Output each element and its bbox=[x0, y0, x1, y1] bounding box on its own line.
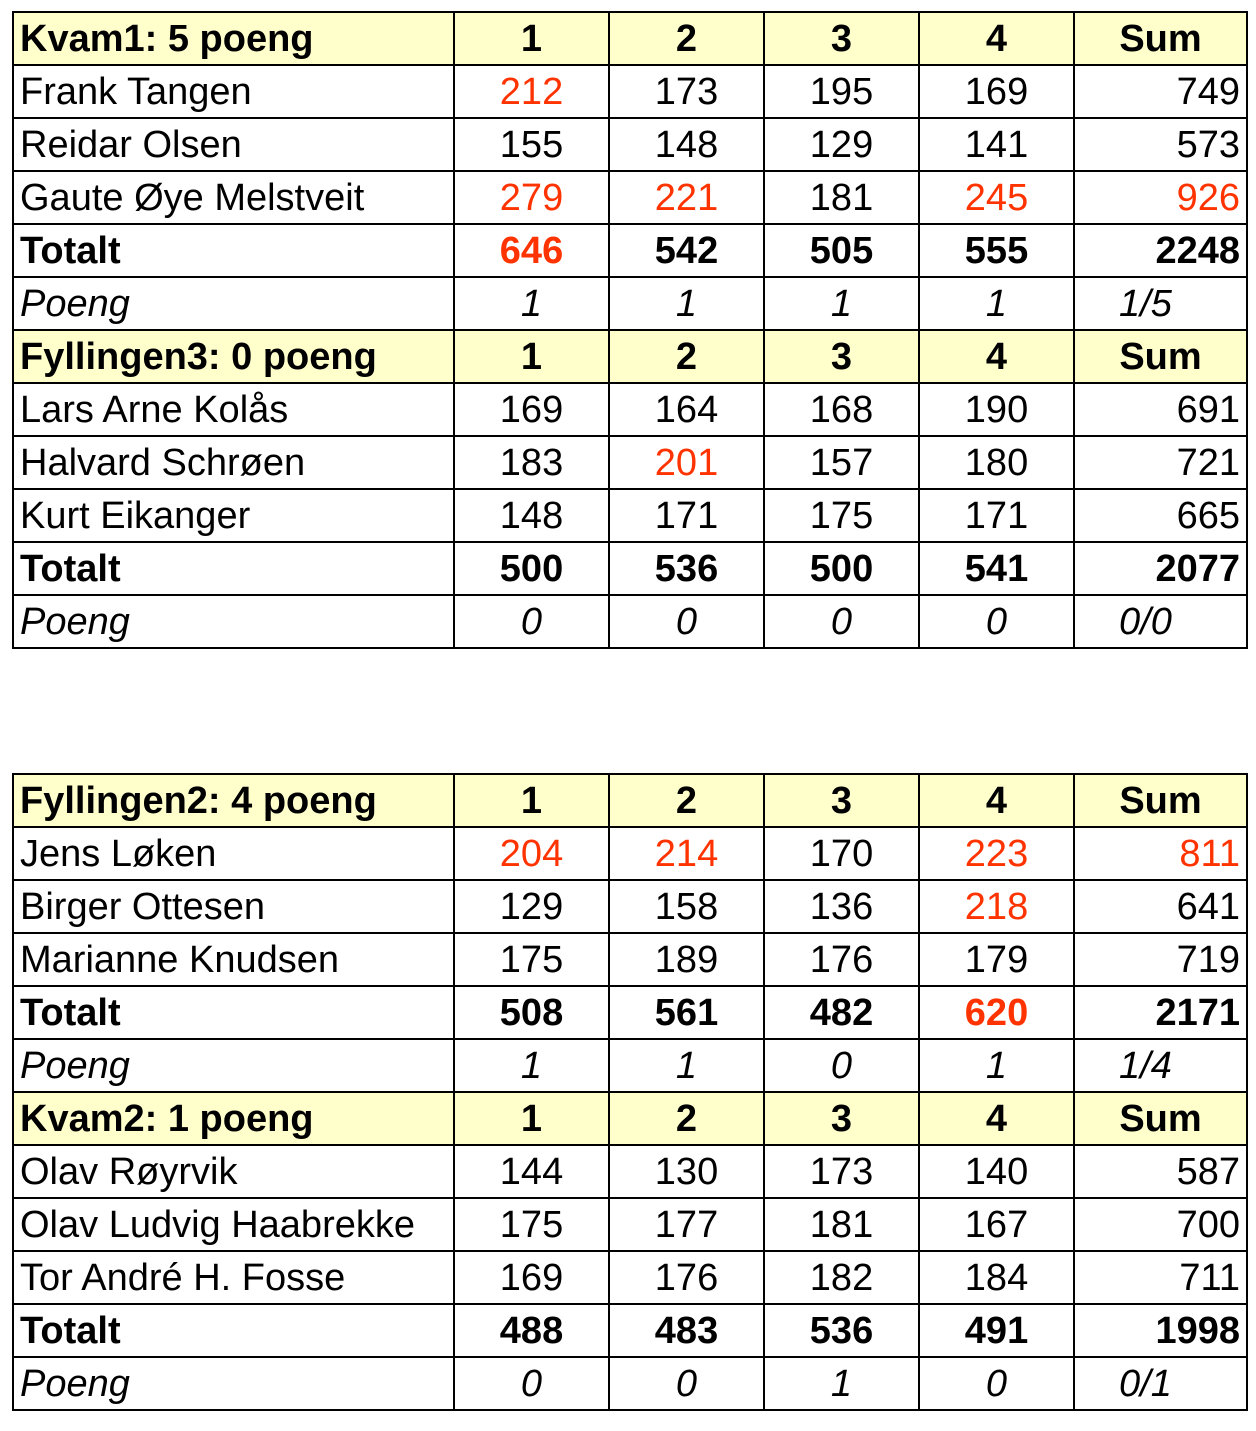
round-1-cell: 148 bbox=[454, 489, 609, 542]
round-4-cell: 1 bbox=[919, 1039, 1074, 1092]
match-table bbox=[12, 11, 1248, 649]
player-row bbox=[13, 383, 1247, 436]
player-row-label: Olav Røyrvik bbox=[13, 1145, 454, 1198]
round-4-cell: 620 bbox=[919, 986, 1074, 1039]
poeng-row-label: Poeng bbox=[13, 1357, 454, 1410]
round-4-cell: 4 bbox=[919, 12, 1074, 65]
team-header-row-label: Fyllingen3: 0 poeng bbox=[13, 330, 454, 383]
round-3-cell: 175 bbox=[764, 489, 919, 542]
round-1-cell: 1 bbox=[454, 330, 609, 383]
round-4-cell: 541 bbox=[919, 542, 1074, 595]
round-3-cell: 181 bbox=[764, 1198, 919, 1251]
round-1-cell: 279 bbox=[454, 171, 609, 224]
sum-cell: 641 bbox=[1074, 880, 1247, 933]
round-3-cell: 3 bbox=[764, 12, 919, 65]
round-3-cell: 129 bbox=[764, 118, 919, 171]
player-row-label: Lars Arne Kolås bbox=[13, 383, 454, 436]
round-3-cell: 3 bbox=[764, 1092, 919, 1145]
round-3-cell: 195 bbox=[764, 65, 919, 118]
sum-cell: 0/0 bbox=[1074, 595, 1247, 648]
round-4-cell: 171 bbox=[919, 489, 1074, 542]
player-row bbox=[13, 436, 1247, 489]
round-2-cell: 214 bbox=[609, 827, 764, 880]
round-2-cell: 176 bbox=[609, 1251, 764, 1304]
round-4-cell: 1 bbox=[919, 277, 1074, 330]
round-3-cell: 536 bbox=[764, 1304, 919, 1357]
round-2-cell: 0 bbox=[609, 595, 764, 648]
round-3-cell: 168 bbox=[764, 383, 919, 436]
team-header-row bbox=[13, 12, 1247, 65]
round-4-cell: 245 bbox=[919, 171, 1074, 224]
round-4-cell: 141 bbox=[919, 118, 1074, 171]
round-4-cell: 190 bbox=[919, 383, 1074, 436]
total-row-label: Totalt bbox=[13, 224, 454, 277]
round-3-cell: 170 bbox=[764, 827, 919, 880]
round-3-cell: 0 bbox=[764, 595, 919, 648]
sum-cell: Sum bbox=[1074, 774, 1247, 827]
round-1-cell: 1 bbox=[454, 1039, 609, 1092]
round-4-cell: 184 bbox=[919, 1251, 1074, 1304]
player-row-label: Birger Ottesen bbox=[13, 880, 454, 933]
total-row bbox=[13, 1304, 1247, 1357]
player-row bbox=[13, 65, 1247, 118]
round-4-cell: 0 bbox=[919, 1357, 1074, 1410]
round-4-cell: 167 bbox=[919, 1198, 1074, 1251]
team-header-row-label: Fyllingen2: 4 poeng bbox=[13, 774, 454, 827]
sum-cell: 1/5 bbox=[1074, 277, 1247, 330]
sum-cell: 721 bbox=[1074, 436, 1247, 489]
player-row bbox=[13, 171, 1247, 224]
round-4-cell: 4 bbox=[919, 1092, 1074, 1145]
player-row-label: Olav Ludvig Haabrekke bbox=[13, 1198, 454, 1251]
round-4-cell: 140 bbox=[919, 1145, 1074, 1198]
player-row-label: Marianne Knudsen bbox=[13, 933, 454, 986]
round-1-cell: 646 bbox=[454, 224, 609, 277]
round-3-cell: 500 bbox=[764, 542, 919, 595]
sum-cell: 811 bbox=[1074, 827, 1247, 880]
poeng-row bbox=[13, 277, 1247, 330]
round-2-cell: 171 bbox=[609, 489, 764, 542]
total-row-label: Totalt bbox=[13, 1304, 454, 1357]
round-1-cell: 1 bbox=[454, 12, 609, 65]
round-3-cell: 505 bbox=[764, 224, 919, 277]
team-header-row-label: Kvam2: 1 poeng bbox=[13, 1092, 454, 1145]
poeng-row bbox=[13, 1357, 1247, 1410]
round-3-cell: 157 bbox=[764, 436, 919, 489]
round-1-cell: 212 bbox=[454, 65, 609, 118]
round-4-cell: 555 bbox=[919, 224, 1074, 277]
team-header-row bbox=[13, 774, 1247, 827]
player-row-label: Frank Tangen bbox=[13, 65, 454, 118]
round-4-cell: 4 bbox=[919, 330, 1074, 383]
round-2-cell: 158 bbox=[609, 880, 764, 933]
team-header-row bbox=[13, 330, 1247, 383]
round-3-cell: 173 bbox=[764, 1145, 919, 1198]
team-header-row-label: Kvam1: 5 poeng bbox=[13, 12, 454, 65]
round-1-cell: 169 bbox=[454, 1251, 609, 1304]
round-1-cell: 1 bbox=[454, 774, 609, 827]
team-header-row bbox=[13, 1092, 1247, 1145]
sum-cell: 1/4 bbox=[1074, 1039, 1247, 1092]
sum-cell: 749 bbox=[1074, 65, 1247, 118]
round-2-cell: 173 bbox=[609, 65, 764, 118]
round-3-cell: 0 bbox=[764, 1039, 919, 1092]
sum-cell: 665 bbox=[1074, 489, 1247, 542]
round-1-cell: 0 bbox=[454, 1357, 609, 1410]
round-2-cell: 221 bbox=[609, 171, 764, 224]
round-2-cell: 148 bbox=[609, 118, 764, 171]
round-1-cell: 0 bbox=[454, 595, 609, 648]
total-row-label: Totalt bbox=[13, 542, 454, 595]
round-2-cell: 177 bbox=[609, 1198, 764, 1251]
round-2-cell: 1 bbox=[609, 277, 764, 330]
round-4-cell: 179 bbox=[919, 933, 1074, 986]
player-row-label: Jens Løken bbox=[13, 827, 454, 880]
round-1-cell: 1 bbox=[454, 277, 609, 330]
round-1-cell: 155 bbox=[454, 118, 609, 171]
poeng-row-label: Poeng bbox=[13, 277, 454, 330]
round-1-cell: 183 bbox=[454, 436, 609, 489]
round-2-cell: 561 bbox=[609, 986, 764, 1039]
poeng-row bbox=[13, 1039, 1247, 1092]
round-1-cell: 129 bbox=[454, 880, 609, 933]
player-row bbox=[13, 1145, 1247, 1198]
player-row bbox=[13, 827, 1247, 880]
round-1-cell: 144 bbox=[454, 1145, 609, 1198]
round-4-cell: 218 bbox=[919, 880, 1074, 933]
round-3-cell: 3 bbox=[764, 774, 919, 827]
sum-cell: 1998 bbox=[1074, 1304, 1247, 1357]
poeng-row-label: Poeng bbox=[13, 595, 454, 648]
sum-cell: 691 bbox=[1074, 383, 1247, 436]
round-1-cell: 175 bbox=[454, 933, 609, 986]
round-1-cell: 1 bbox=[454, 1092, 609, 1145]
total-row-label: Totalt bbox=[13, 986, 454, 1039]
round-2-cell: 2 bbox=[609, 774, 764, 827]
round-4-cell: 169 bbox=[919, 65, 1074, 118]
round-2-cell: 2 bbox=[609, 1092, 764, 1145]
total-row bbox=[13, 986, 1247, 1039]
sum-cell: 2171 bbox=[1074, 986, 1247, 1039]
sum-cell: 926 bbox=[1074, 171, 1247, 224]
player-row-label: Reidar Olsen bbox=[13, 118, 454, 171]
round-3-cell: 482 bbox=[764, 986, 919, 1039]
round-2-cell: 164 bbox=[609, 383, 764, 436]
match-table bbox=[12, 773, 1248, 1411]
total-row bbox=[13, 542, 1247, 595]
player-row-label: Halvard Schrøen bbox=[13, 436, 454, 489]
player-row-label: Kurt Eikanger bbox=[13, 489, 454, 542]
player-row-label: Tor André H. Fosse bbox=[13, 1251, 454, 1304]
sum-cell: 587 bbox=[1074, 1145, 1247, 1198]
sum-cell: Sum bbox=[1074, 12, 1247, 65]
round-2-cell: 1 bbox=[609, 1039, 764, 1092]
sum-cell: 2077 bbox=[1074, 542, 1247, 595]
round-2-cell: 201 bbox=[609, 436, 764, 489]
sum-cell: 700 bbox=[1074, 1198, 1247, 1251]
round-2-cell: 130 bbox=[609, 1145, 764, 1198]
player-row bbox=[13, 1251, 1247, 1304]
player-row bbox=[13, 118, 1247, 171]
round-3-cell: 136 bbox=[764, 880, 919, 933]
round-3-cell: 181 bbox=[764, 171, 919, 224]
round-3-cell: 182 bbox=[764, 1251, 919, 1304]
round-2-cell: 2 bbox=[609, 12, 764, 65]
round-4-cell: 0 bbox=[919, 595, 1074, 648]
round-2-cell: 536 bbox=[609, 542, 764, 595]
round-2-cell: 2 bbox=[609, 330, 764, 383]
round-1-cell: 204 bbox=[454, 827, 609, 880]
sum-cell: Sum bbox=[1074, 330, 1247, 383]
round-1-cell: 169 bbox=[454, 383, 609, 436]
sum-cell: 2248 bbox=[1074, 224, 1247, 277]
poeng-row bbox=[13, 595, 1247, 648]
round-3-cell: 3 bbox=[764, 330, 919, 383]
round-3-cell: 1 bbox=[764, 277, 919, 330]
player-row bbox=[13, 880, 1247, 933]
round-1-cell: 175 bbox=[454, 1198, 609, 1251]
round-2-cell: 0 bbox=[609, 1357, 764, 1410]
round-3-cell: 1 bbox=[764, 1357, 919, 1410]
round-1-cell: 500 bbox=[454, 542, 609, 595]
round-2-cell: 542 bbox=[609, 224, 764, 277]
sum-cell: Sum bbox=[1074, 1092, 1247, 1145]
round-2-cell: 483 bbox=[609, 1304, 764, 1357]
sum-cell: 711 bbox=[1074, 1251, 1247, 1304]
sum-cell: 719 bbox=[1074, 933, 1247, 986]
poeng-row-label: Poeng bbox=[13, 1039, 454, 1092]
total-row bbox=[13, 224, 1247, 277]
round-3-cell: 176 bbox=[764, 933, 919, 986]
player-row-label: Gaute Øye Melstveit bbox=[13, 171, 454, 224]
round-4-cell: 4 bbox=[919, 774, 1074, 827]
player-row bbox=[13, 489, 1247, 542]
round-1-cell: 508 bbox=[454, 986, 609, 1039]
sum-cell: 0/1 bbox=[1074, 1357, 1247, 1410]
round-2-cell: 189 bbox=[609, 933, 764, 986]
round-1-cell: 488 bbox=[454, 1304, 609, 1357]
round-4-cell: 180 bbox=[919, 436, 1074, 489]
sum-cell: 573 bbox=[1074, 118, 1247, 171]
round-4-cell: 491 bbox=[919, 1304, 1074, 1357]
player-row bbox=[13, 933, 1247, 986]
player-row bbox=[13, 1198, 1247, 1251]
round-4-cell: 223 bbox=[919, 827, 1074, 880]
